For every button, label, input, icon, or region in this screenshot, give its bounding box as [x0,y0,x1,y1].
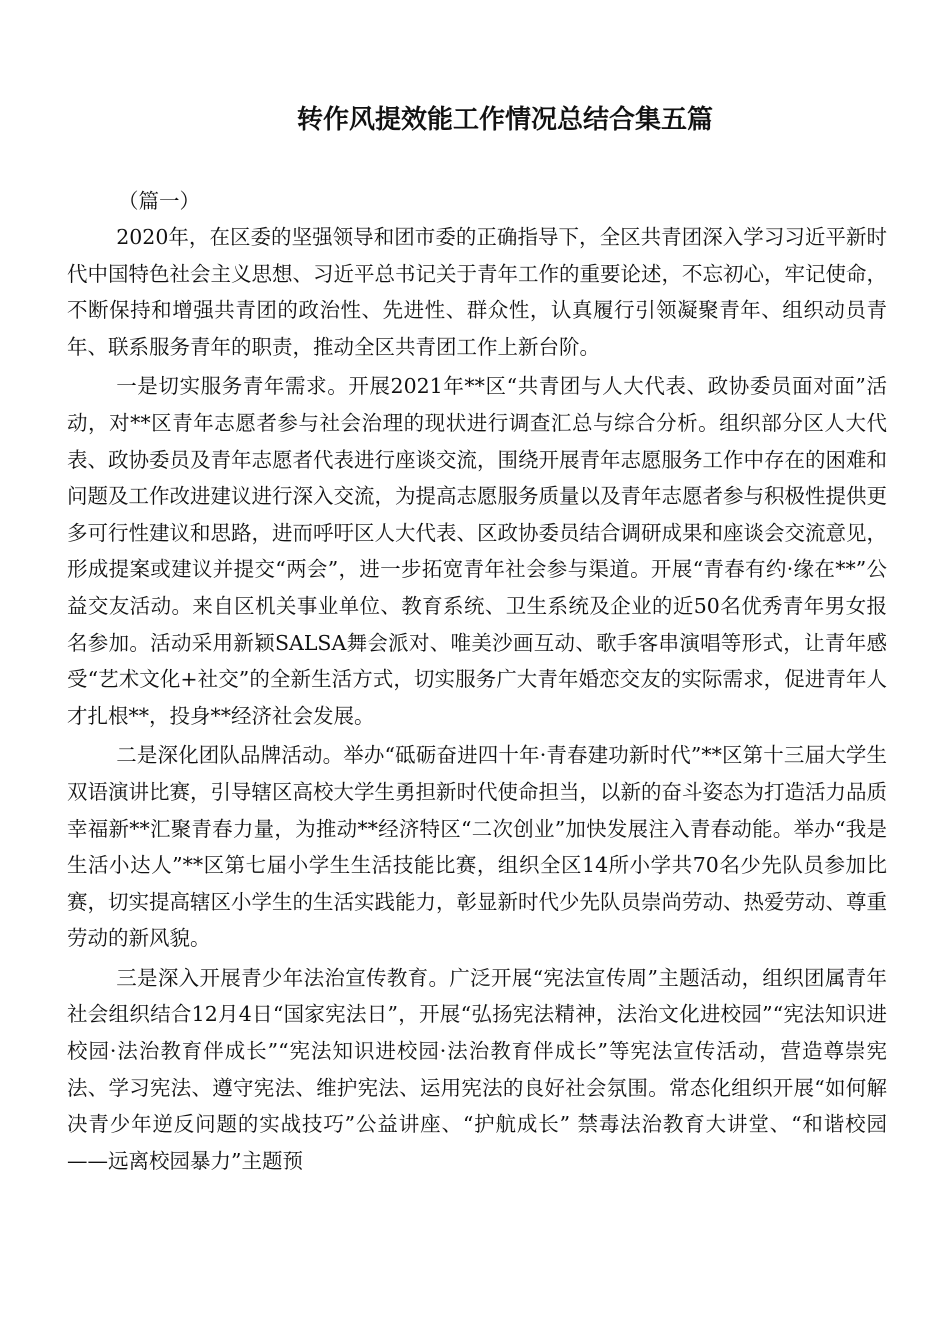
section-label: （篇一） [118,189,200,213]
document-body [67,219,887,1182]
paragraph-item-3: 三是深入开展青少年法治宣传教育。广泛开展“宪法宣传周”主题活动，组织团属青年社会组织结合12月4日“国家宪法日”，开展“弘扬宪法精神，法治文化进校园”“宪法知识进校园·法治教育伴成长”“宪法知识进校园·法治教育伴成长”等宪法宣传活动，营造尊崇宪法、学习宪法、遵守宪法、维护宪法、运用宪法的良好社会氛围。常态化组织开展“如何解决青少年逆反问题的实战技巧”公益讲座、“护航成长” 禁毒法治教育大讲堂、“和谐校园——远离校园暴力”主题预 [67,965,887,1173]
paragraph-intro: 2020年，在区委的坚强领导和团市委的正确指导下，全区共青团深入学习习近平新时代中国特色社会主义思想、习近平总书记关于青年工作的重要论述，不忘初心，牢记使命，不断保持和增强共青团的政治性、先进性、群众性，认真履行引领凝聚青年、组织动员青年、联系服务青年的职责，推动全区共青团工作上新台阶。 [67,225,887,359]
document-title: 转作风提效能工作情况总结合集五篇 [296,105,713,135]
paragraph-item-2: 二是深化团队品牌活动。举办“砥砺奋进四十年·青春建功新时代”**区第十三届大学生双语演讲比赛，引导辖区高校大学生勇担新时代使命担当，以新的奋斗姿态为打造活力品质幸福新**汇聚青春力量，为推动**经济特区“二次创业”加快发展注入青春动能。举办“我是生活小达人”**区第七届小学生生活技能比赛，组织全区14所小学共70名少先队员参加比赛，切实提高辖区小学生的生活实践能力，彰显新时代少先队员崇尚劳动、热爱劳动、尊重劳动的新风貌。 [67,743,887,951]
paragraph-item-1: 一是切实服务青年需求。开展2021年**区“共青团与人大代表、政协委员面对面”活动，对**区青年志愿者参与社会治理的现状进行调查汇总与综合分析。组织部分区人大代表、政协委员及青年志愿者代表进行座谈交流，围绕开展青年志愿服务工作中存在的困难和问题及工作改进建议进行深入交流，为提高志愿服务质量以及青年志愿者参与积极性提供更多可行性建议和思路，进而呼吁区人大代表、区政协委员结合调研成果和座谈会交流意见，形成提案或建议并提交“两会”，进一步拓宽青年社会参与渠道。开展“青春有约·缘在**”公益交友活动。来自区机关事业单位、教育系统、卫生系统及企业的近50名优秀青年男女报名参加。活动采用新颖SALSA舞会派对、唯美沙画互动、歌手客串演唱等形式，让青年感受“艺术文化+社交”的全新生活方式，切实服务广大青年婚恋交友的实际需求，促进青年人才扎根**，投身**经济社会发展。 [67,374,887,728]
